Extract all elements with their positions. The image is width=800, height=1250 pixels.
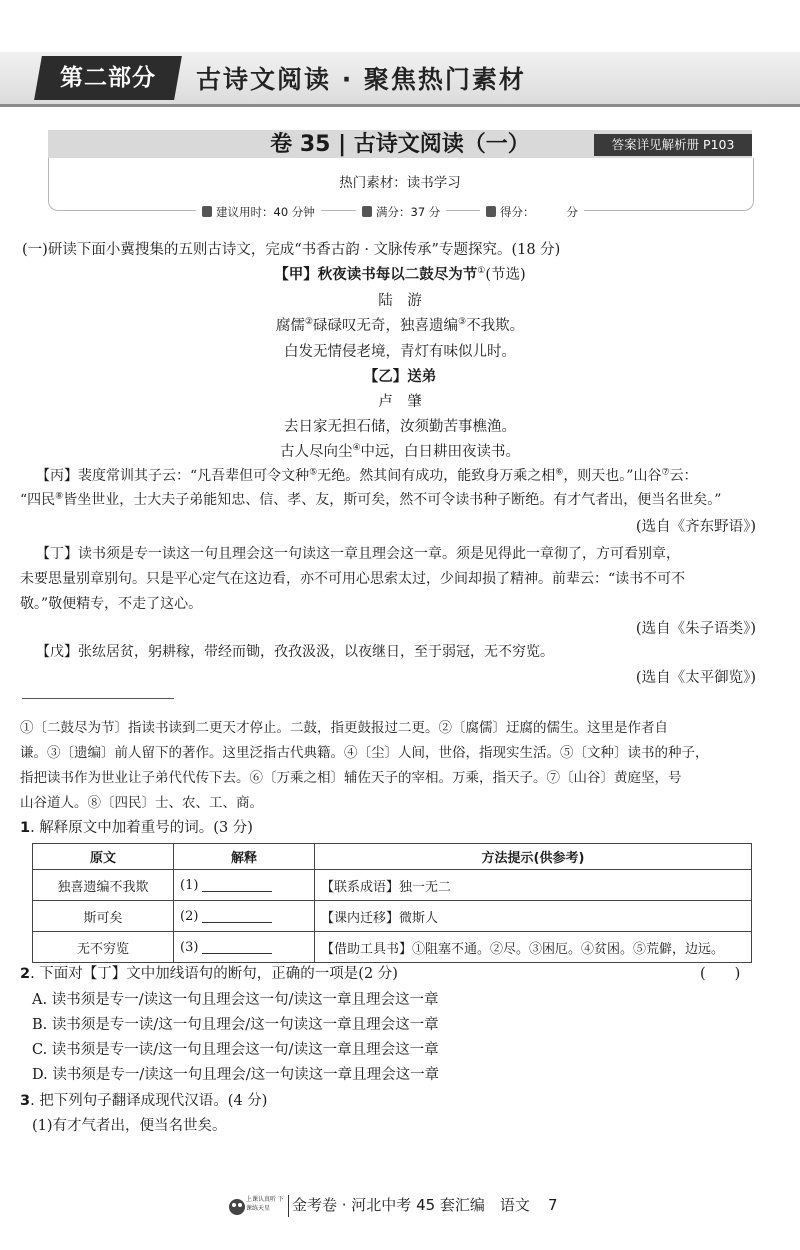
note-line: 谦。③〔遗编〕前人留下的著作。这里泛指古代典籍。④〔尘〕人间，世俗，指现实生活。⑤〔文种〕读书的种子， xyxy=(20,745,709,761)
answer-bracket[interactable]: ( ) xyxy=(700,966,741,982)
passage-wu-line: 【戊】张纮居贫，躬耕稼，带经而锄，孜孜汲汲，以夜继日，至于弱冠，无不穷览。 xyxy=(36,644,554,660)
answer-reference-badge: 答案详见解析册 P103 xyxy=(594,134,752,156)
page-number: 7 xyxy=(547,1196,558,1214)
passage-ding-line1: 【丁】读书须是专一读这一句且理会这一句读这一章且理会这一章。须是见得此一章彻了，方可看别章， xyxy=(36,546,680,562)
table-cell-word: 斯可矣 xyxy=(33,901,174,932)
note-line: ①〔二鼓尽为节〕指读书读到二更天才停止。二鼓，指更鼓报过二更。②〔腐儒〕迂腐的儒生。这里是作者自 xyxy=(20,720,668,736)
passage-bing-source: (选自《齐东野语》) xyxy=(635,519,756,535)
answer-blank[interactable]: (1) xyxy=(174,870,315,901)
score-icon xyxy=(362,206,372,217)
notes-divider xyxy=(22,698,174,699)
poem-yi-line2: 古人尽向尘④中远，白日耕田夜读书。 xyxy=(279,443,521,460)
table-row xyxy=(33,870,752,901)
section-intro: (一)研读下面小冀搜集的五则古诗文，完成“书香古韵 · 文脉传承”专题探究。(18 分) xyxy=(22,242,561,258)
full-score: 满分：37 分 xyxy=(356,204,446,220)
pen-icon xyxy=(486,206,496,217)
passage-ding-line2: 未要思量别章别句。只是平心定气在这边看，亦不可用心思索太过，少间却损了精神。前辈云：“读书不可不 xyxy=(20,571,686,587)
table-header: 解释 xyxy=(174,844,315,870)
footer-logo-text: 上课认真听 下课练天星 xyxy=(246,1196,284,1212)
option-a[interactable]: A. 读书须是专一/读这一句且理会这一句/读这一章且理会这一章 xyxy=(32,992,439,1008)
suggested-time: 建议用时：40 分钟 xyxy=(196,204,321,220)
poem-yi-title: 【乙】送弟 xyxy=(363,369,437,385)
note-line: 指把读书作为世业让子弟代代传下去。⑥〔万乘之相〕辅佐天子的宰相。万乘，指天子。⑦〔山谷〕黄庭坚，号 xyxy=(20,770,682,786)
table-header: 原文 xyxy=(33,844,174,870)
passage-ding-source: (选自《朱子语类》) xyxy=(635,621,756,637)
question-2: 2. 下面对【丁】文中加线语句的断句，正确的一项是(2 分) xyxy=(20,966,398,982)
question-3: 3. 把下列句子翻译成现代汉语。(4 分) xyxy=(20,1093,268,1109)
option-d[interactable]: D. 读书须是专一/读这一句且理会/这一句读这一章且理会这一章 xyxy=(32,1067,440,1083)
part-label: 第二部分 xyxy=(34,56,182,100)
poem-jia-title: 【甲】秋夜读书每以二鼓尽为节①(节选) xyxy=(274,266,526,283)
table-cell-word: 独喜遗编不我欺 xyxy=(33,870,174,901)
table-header-row xyxy=(33,844,752,870)
table-row xyxy=(33,901,752,932)
footer-divider xyxy=(288,1195,289,1217)
poem-yi-line1: 去日家无担石储，汝须勤苦事樵渔。 xyxy=(284,419,516,435)
answer-blank[interactable]: (2) xyxy=(174,901,315,932)
table-cell-hint: 【联系成语】独一无二 xyxy=(315,870,752,901)
table-header: 方法提示(供参考) xyxy=(315,844,752,870)
question-1: 1. 解释原文中加着重号的词。(3 分) xyxy=(20,820,253,836)
table-cell-hint: 【课内迁移】微斯人 xyxy=(315,901,752,932)
passage-bing-line2: “四民⑧皆坐世业，士大夫子弟能知忠、信、孝、友，斯可矣，然不可令读书种子断绝。有才气者出，便当名世矣。” xyxy=(20,491,722,508)
note-line: 山谷道人。⑧〔四民〕士、农、工、商。 xyxy=(20,795,263,811)
theme-label: 热门素材：读书学习 xyxy=(339,175,461,191)
poem-jia-author: 陆 游 xyxy=(378,293,422,309)
question-3-sub1: (1)有才气者出，便当名世矣。 xyxy=(32,1118,227,1134)
answer-blank[interactable]: (3) xyxy=(174,932,315,963)
poem-jia-line1: 腐儒②碌碌叹无奇，独喜遗编③不我欺。 xyxy=(275,317,525,334)
passage-wu-source: (选自《太平御览》) xyxy=(635,670,756,686)
q1-table xyxy=(32,843,752,963)
header-divider xyxy=(0,104,800,107)
exam-title: 卷 35 | 古诗文阅读（一） xyxy=(270,132,530,157)
table-row xyxy=(33,932,752,963)
poem-yi-author: 卢 肇 xyxy=(378,394,422,410)
passage-bing-line1: 【丙】裴度常训其子云：“凡吾辈但可令文种⑤无绝。然其间有成功，能致身万乘之相⑥，则天也。”山谷⑦云： xyxy=(36,467,698,484)
footer-title: 金考卷 · 河北中考 45 套汇编 语文 7 xyxy=(292,1196,558,1214)
table-cell-word: 无不穷览 xyxy=(33,932,174,963)
option-c[interactable]: C. 读书须是专一读/这一句且理会这一句/读这一章且理会这一章 xyxy=(32,1042,439,1058)
option-b[interactable]: B. 读书须是专一读/这一句且理会/这一句读这一章且理会这一章 xyxy=(32,1017,439,1033)
clock-icon xyxy=(202,206,212,217)
table-cell-hint: 【借助工具书】①阻塞不通。②尽。③困厄。④贫困。⑤荒僻，边远。 xyxy=(315,932,752,963)
poem-jia-line2: 白发无情侵老境，青灯有味似儿时。 xyxy=(284,344,516,360)
part-title: 古诗文阅读 · 聚焦热门素材 xyxy=(196,65,526,94)
score-field: 得分： 分 xyxy=(480,204,584,220)
passage-ding-line3: 敬。”敬便精专，不走了这心。 xyxy=(20,596,203,612)
